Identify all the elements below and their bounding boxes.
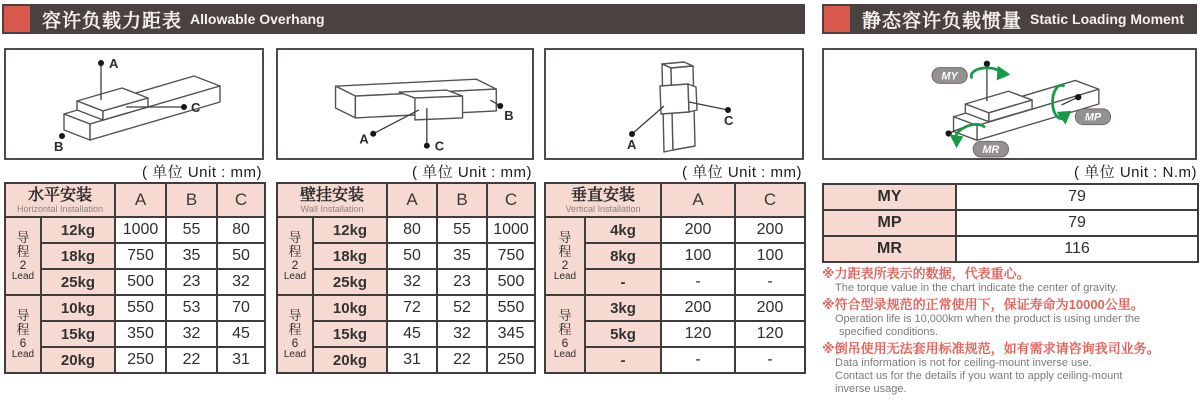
note-zh: ※符合型录规范的正常使用下，保证寿命为10000公里。 bbox=[822, 297, 1144, 312]
static-loading-moment-header bbox=[822, 4, 1197, 34]
value-cell: 22 bbox=[437, 347, 487, 373]
table-row bbox=[277, 269, 535, 295]
table-title-en: Horizontal Installation bbox=[16, 203, 104, 214]
value-cell: 50 bbox=[217, 243, 265, 269]
value-cell: 32 bbox=[217, 269, 265, 295]
lead-en: Lead bbox=[11, 270, 35, 282]
load-cell: - bbox=[585, 269, 661, 295]
value-cell: 80 bbox=[217, 217, 265, 243]
note-en: inverse usage. bbox=[835, 383, 907, 395]
value-cell: - bbox=[661, 269, 735, 295]
lead-en: Lead bbox=[11, 348, 35, 360]
value-cell: 500 bbox=[115, 269, 166, 295]
lead-num: 6 bbox=[561, 335, 569, 350]
unit-label-mm: ( 单位 Unit : mm) bbox=[142, 164, 262, 181]
moment-value: 116 bbox=[956, 236, 1198, 262]
value-cell: 200 bbox=[735, 295, 805, 321]
lead-num: 6 bbox=[19, 335, 27, 350]
table-title bbox=[5, 183, 115, 217]
note-en: The torque value in the chart indicate the center of gravity. bbox=[835, 282, 1118, 294]
value-cell: 120 bbox=[735, 321, 805, 347]
value-cell: - bbox=[735, 347, 805, 373]
lead-en: Lead bbox=[553, 348, 577, 360]
col-header-c: C bbox=[217, 183, 265, 217]
table-row bbox=[5, 269, 265, 295]
load-cell: 5kg bbox=[585, 321, 661, 347]
value-cell: 31 bbox=[387, 347, 437, 373]
value-cell: 500 bbox=[487, 269, 535, 295]
moment-direction-diagram bbox=[822, 48, 1197, 160]
table-row bbox=[545, 217, 805, 243]
value-cell: 55 bbox=[166, 217, 217, 243]
value-cell: 50 bbox=[387, 243, 437, 269]
red-accent-square bbox=[824, 6, 850, 32]
table-row bbox=[823, 236, 1198, 262]
lead-num: 2 bbox=[291, 257, 299, 272]
header-title-zh: 容许负载力距表 bbox=[42, 10, 183, 32]
moment-label: MY bbox=[823, 184, 956, 210]
value-cell: 23 bbox=[437, 269, 487, 295]
wall-installation-table bbox=[276, 182, 536, 374]
load-cell: 10kg bbox=[41, 295, 115, 321]
lead-zh: 导程 bbox=[288, 229, 302, 259]
col-header-a: A bbox=[115, 183, 166, 217]
my-badge: MY bbox=[941, 70, 958, 83]
value-cell: 100 bbox=[661, 243, 735, 269]
header-title-zh: 静态容许负载惯量 bbox=[862, 10, 1023, 32]
point-c-label: C bbox=[191, 100, 201, 115]
point-a-label: A bbox=[627, 137, 637, 152]
value-cell: - bbox=[735, 269, 805, 295]
point-a-label: A bbox=[359, 131, 369, 147]
value-cell: - bbox=[661, 347, 735, 373]
load-cell: 12kg bbox=[41, 217, 115, 243]
horizontal-rail-drawing bbox=[6, 50, 262, 158]
value-cell: 32 bbox=[166, 321, 217, 347]
note-zh: ※力距表所表示的数据，代表重心。 bbox=[822, 266, 1030, 281]
value-cell: 200 bbox=[661, 295, 735, 321]
load-cell: 25kg bbox=[313, 269, 387, 295]
lead-zh: 导程 bbox=[558, 229, 572, 259]
header-title-en: Static Loading Moment bbox=[1030, 11, 1185, 27]
value-cell: 200 bbox=[661, 217, 735, 243]
value-cell: 200 bbox=[735, 217, 805, 243]
table-row bbox=[5, 217, 265, 243]
table-row bbox=[277, 217, 535, 243]
col-header-c: C bbox=[735, 183, 805, 217]
value-cell: 1000 bbox=[487, 217, 535, 243]
static-moment-table bbox=[822, 183, 1199, 263]
table-row bbox=[277, 243, 535, 269]
unit-label-mm: ( 单位 Unit : mm) bbox=[412, 164, 532, 181]
point-b-label: B bbox=[54, 139, 64, 154]
table-row bbox=[5, 295, 265, 321]
value-cell: 45 bbox=[217, 321, 265, 347]
point-c-label: C bbox=[724, 113, 734, 128]
col-header-b: B bbox=[166, 183, 217, 217]
value-cell: 250 bbox=[115, 347, 166, 373]
lead-en: Lead bbox=[283, 270, 307, 282]
note-en: specified conditions. bbox=[839, 326, 939, 338]
value-cell: 45 bbox=[387, 321, 437, 347]
wall-installation-diagram bbox=[276, 48, 534, 160]
lead-6-cell bbox=[545, 295, 585, 373]
value-cell: 250 bbox=[487, 347, 535, 373]
table-title-zh: 垂直安装 bbox=[571, 186, 636, 204]
col-header-a: A bbox=[661, 183, 735, 217]
horizontal-installation-diagram bbox=[4, 48, 264, 160]
table-row bbox=[823, 210, 1198, 236]
load-cell: 18kg bbox=[41, 243, 115, 269]
lead-num: 2 bbox=[561, 257, 569, 272]
value-cell: 1000 bbox=[115, 217, 166, 243]
mp-badge: MP bbox=[1084, 111, 1102, 124]
point-a-label: A bbox=[109, 56, 119, 71]
red-accent-square bbox=[4, 6, 30, 32]
value-cell: 750 bbox=[487, 243, 535, 269]
lead-en: Lead bbox=[553, 270, 577, 282]
value-cell: 120 bbox=[661, 321, 735, 347]
value-cell: 52 bbox=[437, 295, 487, 321]
lead-2-cell bbox=[545, 217, 585, 295]
col-header-c: C bbox=[487, 183, 535, 217]
note-zh: ※倒吊使用无法套用标准规范，如有需求请咨询我司业务。 bbox=[822, 341, 1160, 356]
value-cell: 32 bbox=[387, 269, 437, 295]
value-cell: 23 bbox=[166, 269, 217, 295]
load-cell: 8kg bbox=[585, 243, 661, 269]
load-cell: 15kg bbox=[41, 321, 115, 347]
value-cell: 32 bbox=[437, 321, 487, 347]
value-cell: 550 bbox=[487, 295, 535, 321]
table-row bbox=[277, 295, 535, 321]
lead-2-cell bbox=[277, 217, 313, 295]
mr-badge: MR bbox=[982, 144, 1000, 157]
unit-label-nm: ( 单位 Unit : N.m) bbox=[1074, 164, 1197, 181]
value-cell: 750 bbox=[115, 243, 166, 269]
table-row bbox=[5, 243, 265, 269]
table-title bbox=[277, 183, 387, 217]
table-row bbox=[5, 347, 265, 373]
value-cell: 70 bbox=[217, 295, 265, 321]
moment-value: 79 bbox=[956, 184, 1198, 210]
table-title bbox=[545, 183, 661, 217]
load-cell: 4kg bbox=[585, 217, 661, 243]
value-cell: 550 bbox=[115, 295, 166, 321]
unit-label-mm: ( 单位 Unit : mm) bbox=[682, 164, 802, 181]
lead-num: 6 bbox=[291, 335, 299, 350]
load-cell: 18kg bbox=[313, 243, 387, 269]
header-title-en: Allowable Overhang bbox=[190, 11, 325, 27]
load-cell: 25kg bbox=[41, 269, 115, 295]
vertical-installation-diagram bbox=[544, 48, 804, 160]
value-cell: 35 bbox=[437, 243, 487, 269]
table-title-en: Wall Installation bbox=[300, 203, 364, 214]
table-row bbox=[277, 347, 535, 373]
lead-zh: 导程 bbox=[288, 307, 302, 337]
lead-2-cell bbox=[5, 217, 41, 295]
table-row bbox=[5, 321, 265, 347]
col-header-b: B bbox=[437, 183, 487, 217]
value-cell: 100 bbox=[735, 243, 805, 269]
lead-zh: 导程 bbox=[16, 229, 30, 259]
table-row bbox=[277, 321, 535, 347]
value-cell: 72 bbox=[387, 295, 437, 321]
lead-zh: 导程 bbox=[16, 307, 30, 337]
moment-rail-drawing bbox=[824, 50, 1195, 158]
point-b-label: B bbox=[504, 107, 514, 123]
value-cell: 350 bbox=[115, 321, 166, 347]
load-cell: 20kg bbox=[41, 347, 115, 373]
lead-6-cell bbox=[277, 295, 313, 373]
vertical-rail-drawing bbox=[546, 50, 802, 158]
table-title-zh: 壁挂安装 bbox=[300, 186, 365, 204]
vertical-installation-table bbox=[544, 182, 806, 374]
moment-label: MP bbox=[823, 210, 956, 236]
load-cell: - bbox=[585, 347, 661, 373]
allowable-overhang-header bbox=[2, 4, 805, 34]
load-cell: 12kg bbox=[313, 217, 387, 243]
point-c-label: C bbox=[434, 138, 445, 154]
value-cell: 55 bbox=[437, 217, 487, 243]
moment-label: MR bbox=[823, 236, 956, 262]
footnotes bbox=[822, 264, 1200, 396]
table-title-zh: 水平安装 bbox=[28, 186, 93, 204]
load-cell: 3kg bbox=[585, 295, 661, 321]
value-cell: 35 bbox=[166, 243, 217, 269]
lead-en: Lead bbox=[283, 348, 307, 360]
col-header-a: A bbox=[387, 183, 437, 217]
horizontal-installation-table bbox=[4, 182, 266, 374]
table-title-en: Vertical Installation bbox=[565, 203, 641, 214]
lead-zh: 导程 bbox=[558, 307, 572, 337]
lead-6-cell bbox=[5, 295, 41, 373]
value-cell: 22 bbox=[166, 347, 217, 373]
value-cell: 31 bbox=[217, 347, 265, 373]
table-row bbox=[823, 184, 1198, 210]
lead-num: 2 bbox=[19, 257, 27, 272]
table-row bbox=[545, 295, 805, 321]
load-cell: 10kg bbox=[313, 295, 387, 321]
value-cell: 345 bbox=[487, 321, 535, 347]
load-cell: 20kg bbox=[313, 347, 387, 373]
moment-value: 79 bbox=[956, 210, 1198, 236]
note-en: Operation life is 10,000km when the product is using under the bbox=[835, 313, 1141, 325]
note-en: Contact us for the details if you want to apply ceiling-mount bbox=[835, 370, 1123, 382]
load-cell: 15kg bbox=[313, 321, 387, 347]
wall-rail-drawing bbox=[278, 50, 532, 158]
value-cell: 53 bbox=[166, 295, 217, 321]
note-en: Data information is not for ceiling-mount inverse use. bbox=[835, 357, 1092, 369]
value-cell: 80 bbox=[387, 217, 437, 243]
